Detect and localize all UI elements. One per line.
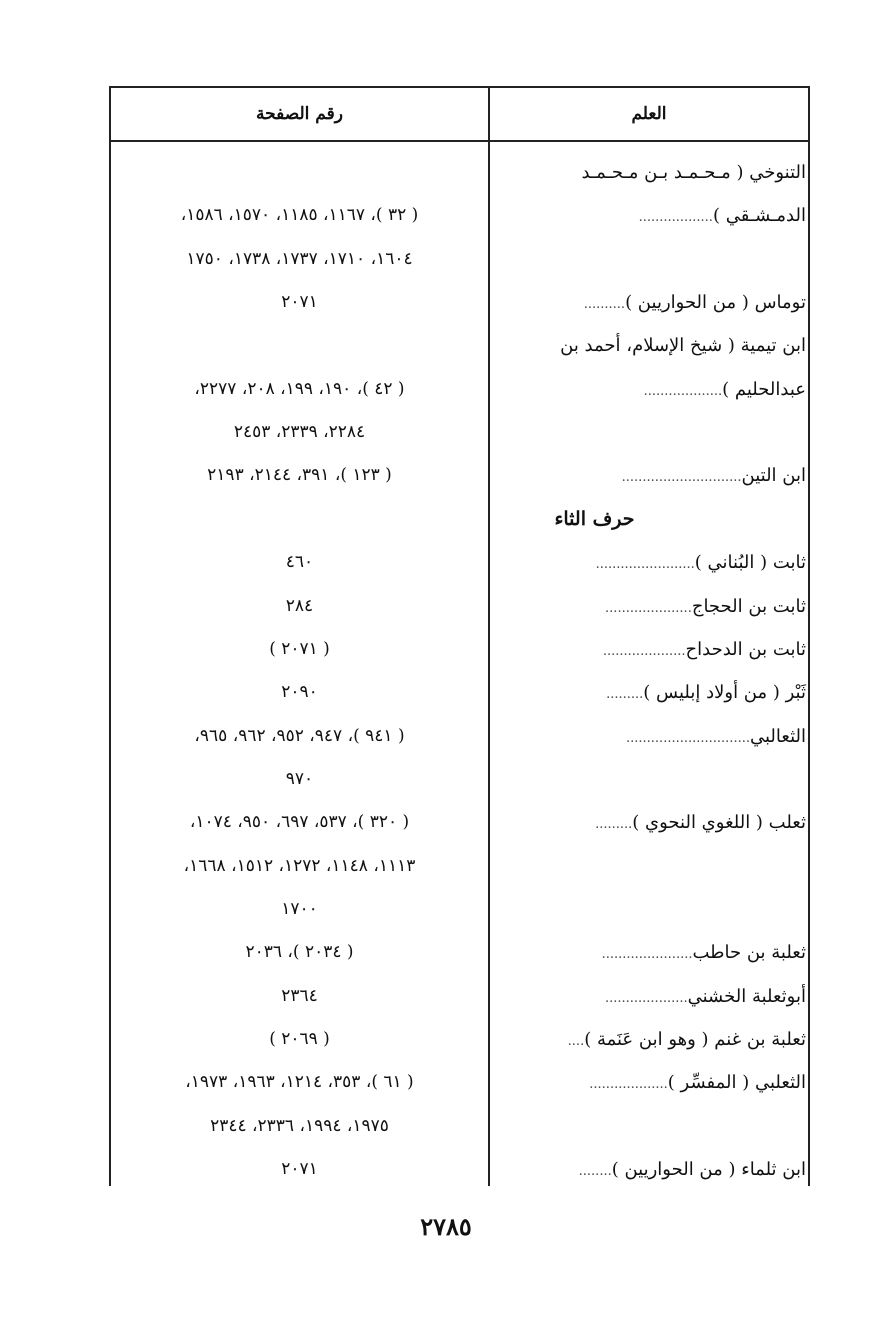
header-name-column: العلم [631, 104, 667, 124]
entry-name-text: التنوخي ( مـحـمـد بـن مـحـمـد [581, 162, 806, 183]
entry-name [491, 1018, 808, 1061]
dot-leader: ..................... [605, 600, 692, 616]
index-entry-row [111, 1018, 808, 1061]
entry-name [491, 281, 808, 324]
entry-pages: ١٧٠٠ [281, 898, 318, 919]
entry-pages: ١٩٧٥، ١٩٩٤، ٢٣٣٦، ٢٣٤٤ [210, 1115, 389, 1136]
entry-name-text: ابن تيمية ( شيخ الإسلام، أحمد بن [560, 335, 806, 357]
entry-name [491, 1148, 808, 1191]
index-entry-row [111, 194, 808, 237]
entry-pages: ٩٧٠ [285, 768, 314, 789]
index-entry-row [111, 975, 808, 1018]
entry-name-text: أبوثعلبة الخشني [687, 985, 806, 1007]
entry-name [491, 194, 808, 237]
entry-name-text: ثعلبة بن حاطب [692, 942, 806, 964]
entry-pages: ٢٠٧١ [281, 292, 318, 313]
entry-name-text: توماس ( من الحواريين ) [625, 292, 806, 314]
entry-name-text: الثعلبي ( المفسِّر ) [667, 1072, 806, 1094]
index-entry-row [111, 888, 808, 931]
entry-pages: ٤٦٠ [285, 552, 314, 573]
entry-name-text: ثَبْر ( من أولاد إبليس ) [643, 682, 806, 704]
dot-leader: ................... [643, 383, 723, 399]
entry-name [491, 1105, 808, 1148]
entry-name [491, 975, 808, 1018]
entry-pages [111, 151, 488, 194]
entry-name [491, 801, 808, 844]
dot-leader: .............................. [626, 730, 750, 746]
entry-name [491, 845, 808, 888]
entry-pages: ( ٩٤١ )، ٩٤٧، ٩٥٢، ٩٦٢، ٩٦٥، [194, 725, 405, 746]
index-entry-row [111, 671, 808, 714]
entry-name [491, 715, 808, 758]
entry-name-text: ابن ثلماء ( من الحواريين ) [611, 1159, 806, 1181]
index-entry-row [111, 238, 808, 281]
entry-name [491, 368, 808, 411]
index-entry-row [111, 411, 808, 454]
entry-pages: ( ٤٢ )، ١٩٠، ١٩٩، ٢٠٨، ٢٢٧٧، [194, 378, 405, 399]
entry-pages: ( ٣٢٠ )، ٥٣٧، ٦٩٧، ٩٥٠، ١٠٧٤، [189, 812, 410, 833]
index-entry-row [111, 541, 808, 584]
entry-pages: ( ٢٠٣٤ )، ٢٠٣٦ [245, 942, 354, 963]
letter-heading [491, 498, 808, 541]
entry-name-text: ثابت بن الحجاج [691, 595, 806, 617]
entry-name-text: ابن التين [741, 465, 806, 487]
entry-pages: ( ٦١ )، ٣٥٣، ١٢١٤، ١٩٦٣، ١٩٧٣، [185, 1072, 414, 1093]
index-entry-row [111, 1061, 808, 1104]
entry-name-text: حرف الثاء [554, 507, 635, 530]
dot-leader: .... [567, 1034, 585, 1049]
index-entry-row [111, 281, 808, 324]
entry-name-text: عبدالحليم ) [722, 378, 806, 400]
entry-name [491, 324, 808, 367]
entry-name [491, 585, 808, 628]
index-entry-row [111, 454, 808, 497]
dot-leader: ......... [606, 687, 644, 703]
entry-pages: ( ٣٢ )، ١١٦٧، ١١٨٥، ١٥٧٠، ١٥٨٦، [180, 205, 419, 226]
index-entry-row [111, 585, 808, 628]
entry-pages: ( ٢٠٦٩ ) [269, 1029, 330, 1049]
index-entry-row [111, 1148, 808, 1191]
entry-pages: ( ١٢٣ )، ٣٩١، ٢١٤٤، ٢١٩٣ [207, 465, 392, 486]
index-entry-row [111, 845, 808, 888]
page-number: ٢٧٨٥ [420, 1212, 472, 1241]
dot-leader: ........................ [595, 557, 695, 573]
entry-name-text: ثابت بن الدحداح [685, 638, 806, 660]
index-entry-row [111, 758, 808, 801]
dot-leader: ............................. [621, 470, 742, 486]
entry-pages: ٢٠٩٠ [281, 682, 318, 703]
entry-pages: ٢٢٨٤، ٢٣٣٩، ٢٤٥٣ [233, 422, 366, 443]
entry-name [491, 411, 808, 454]
index-entry-row [111, 931, 808, 974]
dot-leader: .................... [604, 990, 688, 1006]
dot-leader: .................. [638, 210, 713, 226]
entry-name-text: ثعلبة بن غنم ( وهو ابن عَنَمة ) [584, 1029, 806, 1050]
dot-leader: ........ [578, 1164, 612, 1180]
entry-pages: ( ٢٠٧١ ) [269, 638, 330, 659]
dot-leader: ................... [589, 1077, 668, 1093]
entry-name [491, 1061, 808, 1104]
index-entry-row [111, 801, 808, 844]
index-table [109, 86, 810, 1186]
entry-pages: ٢٣٦٤ [281, 985, 318, 1006]
entry-name [491, 758, 808, 801]
dot-leader: .......... [583, 297, 626, 313]
entry-name [491, 888, 808, 931]
header-divider [111, 140, 808, 142]
entry-name [491, 151, 808, 194]
index-entry-row [111, 368, 808, 411]
entry-pages [111, 324, 488, 367]
entry-name-text: الدمـشـقي ) [712, 205, 806, 227]
entry-name [491, 931, 808, 974]
entry-name-text: الثعالبي [749, 725, 806, 747]
entry-name-text: ثابت ( البُناني ) [694, 552, 806, 574]
dot-leader: ......... [595, 817, 633, 833]
index-entry-row [111, 715, 808, 758]
entry-name [491, 454, 808, 497]
entry-name [491, 541, 808, 584]
dot-leader: .................... [602, 643, 686, 659]
letter-heading-row [111, 498, 808, 541]
entry-pages: ٢٨٤ [285, 595, 314, 616]
index-entry-row [111, 324, 808, 367]
entry-pages: ١٦٠٤، ١٧١٠، ١٧٣٧، ١٧٣٨، ١٧٥٠ [186, 248, 413, 269]
entry-name [491, 238, 808, 281]
dot-leader: ...................... [601, 947, 693, 963]
index-entry-row [111, 628, 808, 671]
entry-pages: ٢٠٧١ [281, 1159, 318, 1180]
entry-name [491, 671, 808, 714]
index-entry-row [111, 151, 808, 194]
header-pages-column: رقم الصفحة [256, 104, 343, 124]
entry-name-text: ثعلب ( اللغوي النحوي ) [632, 812, 806, 834]
index-entry-row [111, 1105, 808, 1148]
entry-name [491, 628, 808, 671]
entry-pages [111, 498, 488, 541]
entry-pages: ١١١٣، ١١٤٨، ١٢٧٢، ١٥١٢، ١٦٦٨، [183, 855, 416, 876]
